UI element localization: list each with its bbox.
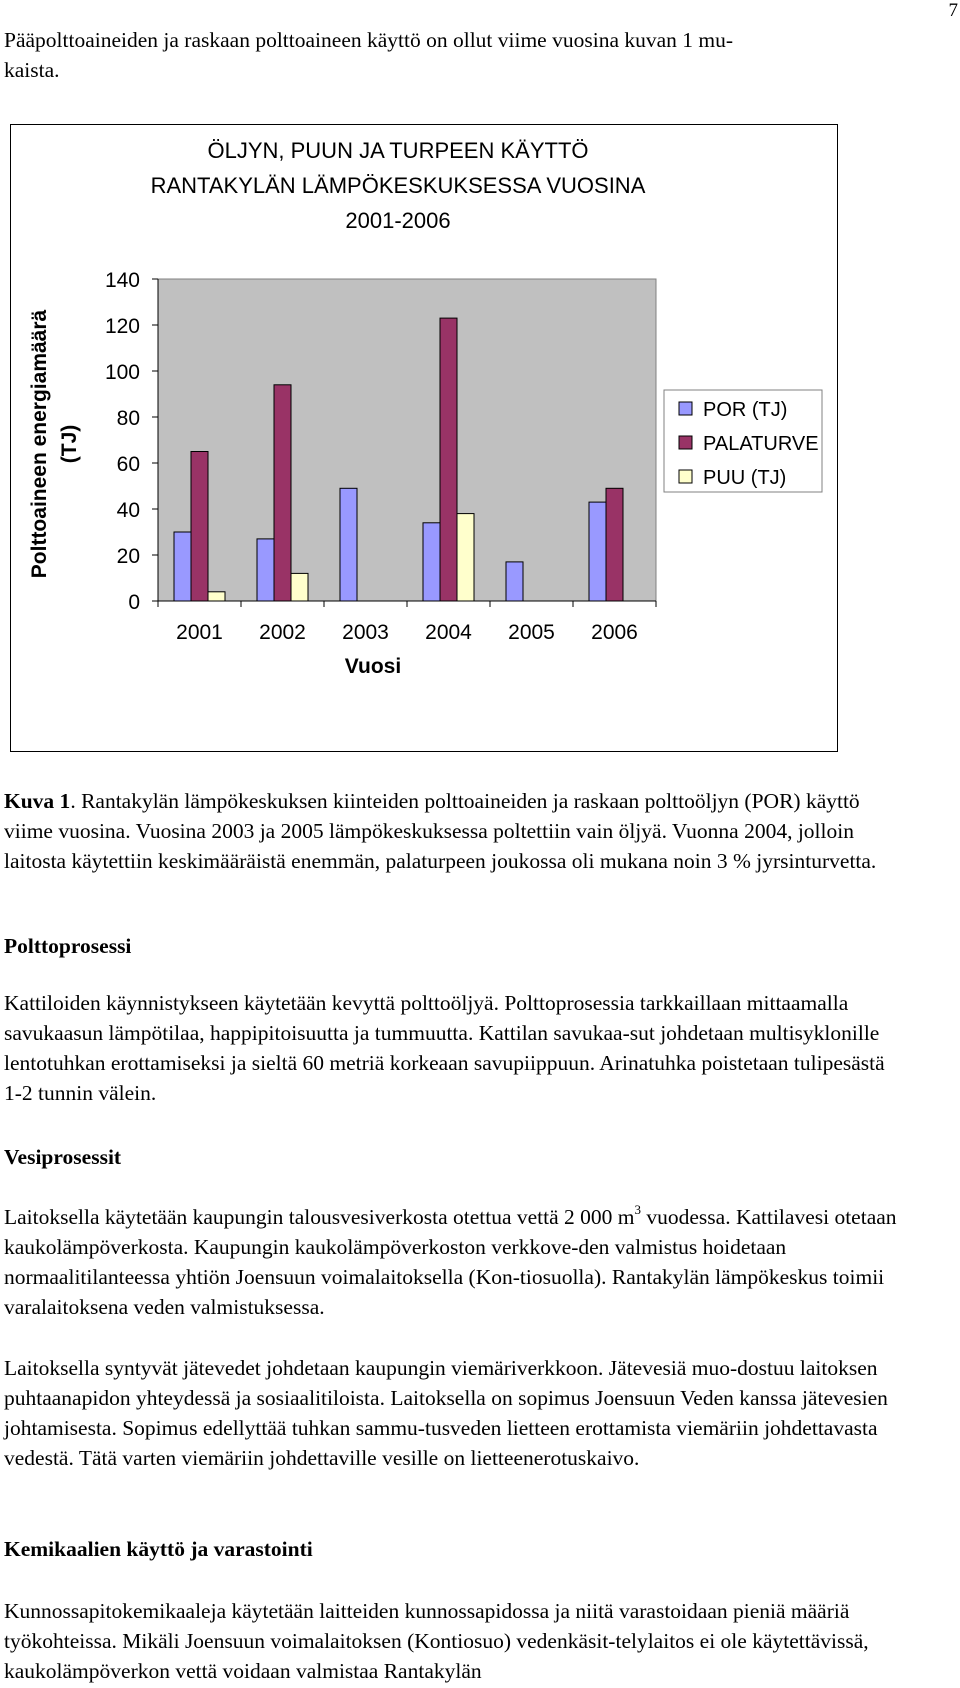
heading-kemikaalit: Kemikaalien käyttö ja varastointi: [4, 1537, 313, 1561]
bar-2006-series-1: [589, 502, 606, 601]
x-tick-label: 2004: [425, 621, 472, 644]
bar-2006-series-2: [606, 488, 623, 601]
page-number: 7: [948, 0, 958, 21]
legend-swatch: [679, 402, 692, 415]
y-axis-title-line: (TJ): [58, 424, 81, 464]
y-tick-label: 40: [116, 499, 140, 522]
legend: [664, 390, 822, 492]
y-tick-label: 100: [104, 361, 140, 384]
polttoprosessi-paragraph: Kattiloiden käynnistykseen käytetään kevyttä polttoöljyä. Polttoprosessia tarkkaillaan mittaamalla savukaasun lämpötilaa, happipitoisuutta ja tummuutta. Kattilan savukaa-sut johdetaan multisyklonille lentotuhkan erottamiseksi ja sieltä 60 metriä korkeaan savupiippuun. Arinatuhka poistetaan tulipesästä 1-2 tunnin välein.: [4, 991, 885, 1105]
vesi-p1-superscript: 3: [634, 1202, 641, 1217]
y-tick-label: 120: [104, 315, 140, 338]
x-tick-label: 2005: [508, 621, 555, 644]
x-tick-label: 2003: [342, 621, 389, 644]
bar-2004-series-3: [457, 514, 474, 601]
intro-line-2: kaista.: [4, 58, 60, 82]
fuel-usage-chart: [10, 124, 838, 752]
legend-label: PALATURVE: [703, 433, 819, 455]
bar-2005-series-1: [506, 562, 523, 601]
y-tick-label: 20: [116, 545, 140, 568]
intro-line-1: Pääpolttoaineiden ja raskaan polttoaineen käyttö on ollut viime vuosina kuvan 1 mu-: [4, 28, 734, 52]
legend-label: PUU (TJ): [703, 467, 787, 489]
y-axis-title-line: Polttoaineen energiamäärä: [28, 309, 51, 579]
bar-2001-series-1: [174, 532, 191, 601]
y-tick-label: 0: [128, 591, 140, 614]
x-tick-label: 2002: [259, 621, 306, 644]
plot-area: [158, 279, 656, 601]
x-axis-title: Vuosi: [344, 655, 402, 678]
bar-2002-series-3: [291, 573, 308, 601]
bar-2001-series-3: [208, 592, 225, 601]
y-tick-label: 80: [116, 407, 140, 430]
vesi-p1-after: vuodessa. Kattilavesi otetaan kaukolämpöverkosta. Kaupungin kaukolämpöverkoston verkkove-den valmistus hoidetaan normaalitilanteessa yhtiön Joensuun voimalaitoksella (Kon-tiosuolla). Rantakylän lämpökeskus toimii varalaitoksena veden valmistuksessa.: [4, 1205, 897, 1319]
legend-swatch: [679, 436, 692, 449]
figure-caption: [4, 786, 904, 876]
caption-label: Kuva 1: [4, 789, 71, 813]
chart-title-line: ÖLJYN, PUUN JA TURPEEN KÄYTTÖ: [207, 138, 589, 163]
heading-vesiprosessit: Vesiprosessit: [4, 1145, 122, 1169]
intro-paragraph: [4, 25, 904, 85]
vesiprosessit-paragraph-2: Laitoksella syntyvät jätevedet johdetaan kaupungin viemäriverkkoon. Jätevesiä muo-dostuu laitoksen puhtaanapidon yhteydessä ja sosiaalitiloista. Laitoksella on sopimus Joensuun Veden kanssa jätevesien johtamisesta. Sopimus edellyttää tuhkan sammu-tusveden lietteen erottamista viemäriin johdettavasta vedestä. Tätä varten viemäriin johdettaville vesille on lietteenerotuskaivo.: [4, 1356, 888, 1470]
bar-2001-series-2: [191, 452, 208, 602]
legend-label: POR (TJ): [703, 399, 788, 421]
y-tick-label: 140: [104, 269, 140, 292]
x-tick-label: 2001: [176, 621, 223, 644]
bar-2004-series-1: [423, 523, 440, 601]
bar-2002-series-2: [274, 385, 291, 601]
bar-2004-series-2: [440, 318, 457, 601]
legend-swatch: [679, 470, 692, 483]
x-tick-label: 2006: [591, 621, 638, 644]
vesiprosessit-paragraph-1: [4, 1202, 904, 1322]
heading-polttoprosessi: Polttoprosessi: [4, 934, 132, 958]
caption-text: . Rantakylän lämpökeskuksen kiinteiden polttoaineiden ja raskaan polttoöljyn (POR) käyttö viime vuosina. Vuosina 2003 ja 2005 lämpökeskuksessa poltettiin vain öljyä. Vuonna 2004, jolloin laitosta käytettiin keskimääräistä enemmän, palaturpeen joukossa oli mukana noin 3 % jyrsinturvetta.: [4, 789, 877, 873]
y-tick-label: 60: [116, 453, 140, 476]
chart-title-line: RANTAKYLÄN LÄMPÖKESKUKSESSA VUOSINA: [150, 173, 646, 198]
bar-2003-series-1: [340, 488, 357, 601]
bar-2002-series-1: [257, 539, 274, 601]
kemikaalit-paragraph: Kunnossapitokemikaaleja käytetään laitteiden kunnossapidossa ja niitä varastoidaan pieniä määriä työkohteissa. Mikäli Joensuun voimalaitoksen (Kontiosuo) vedenkäsit-telylaitos ei ole käytettävissä, kaukolämpöverkon vettä voidaan valmistaa Rantakylän: [4, 1599, 869, 1683]
chart-title-line: 2001-2006: [345, 208, 451, 233]
vesi-p1-before: Laitoksella käytetään kaupungin talousvesiverkosta otettua vettä 2 000 m: [4, 1205, 635, 1229]
